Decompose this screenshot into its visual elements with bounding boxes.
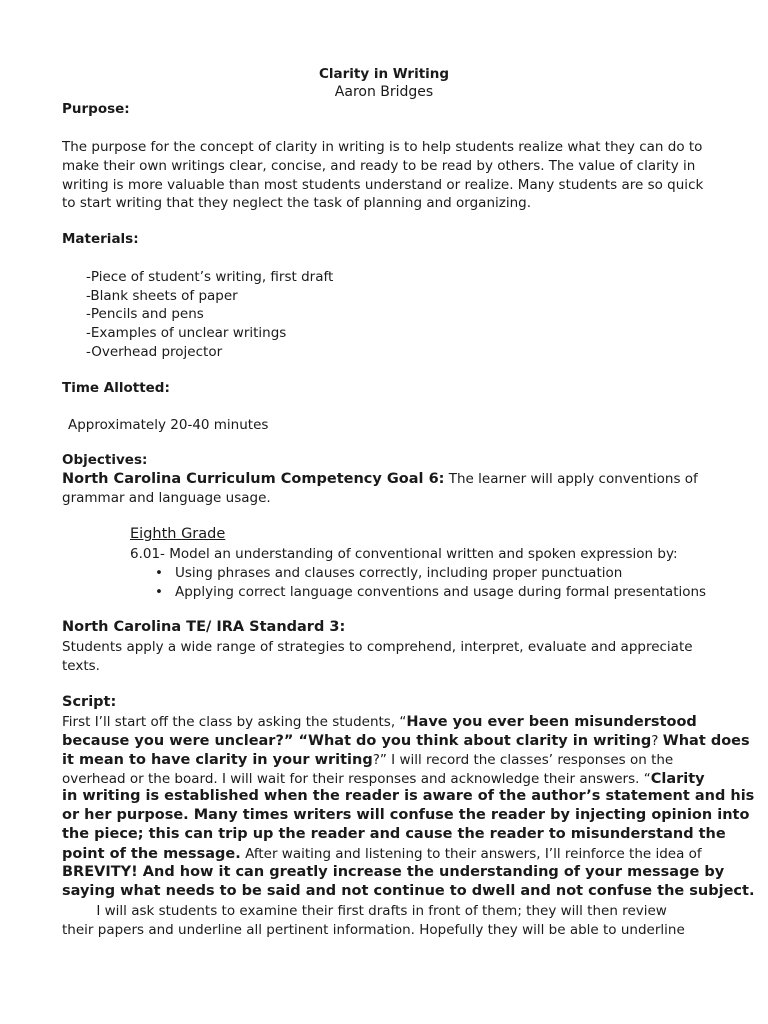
script-line: overhead or the board. I will wait for their responses and acknowledge their answers. “Clarity xyxy=(62,771,705,787)
te-ira-line: Students apply a wide range of strategies to comprehend, interpret, evaluate and appreciate xyxy=(62,639,693,655)
script-line: their papers and underline all pertinent information. Hopefully they will be able to underline xyxy=(62,922,685,938)
materials-item: -Piece of student’s writing, first draft xyxy=(86,269,334,285)
purpose-line: to start writing that they neglect the task of planning and organizing. xyxy=(62,195,532,211)
purpose-line: writing is more valuable than most students understand or realize. Many students are so quick xyxy=(62,177,704,193)
objective-bullet: • Using phrases and clauses correctly, including proper punctuation xyxy=(175,564,622,583)
script-line: saying what needs to be said and not continue to dwell and not confuse the subject. xyxy=(62,883,755,899)
purpose-line: make their own writings clear, concise, and ready to be read by others. The value of clarity in xyxy=(62,158,696,174)
script-line: point of the message. After waiting and listening to their answers, I’ll reinforce the idea of xyxy=(62,846,702,862)
goal-line-2: grammar and language usage. xyxy=(62,490,271,506)
materials-heading: Materials: xyxy=(62,231,139,247)
purpose-line: The purpose for the concept of clarity in writing is to help students realize what they can do to xyxy=(62,139,703,155)
te-ira-line: texts. xyxy=(62,658,100,674)
objectives-heading: Objectives: xyxy=(62,452,148,468)
script-line: I will ask students to examine their first drafts in front of them; they will then review xyxy=(62,903,667,919)
doc-author: Aaron Bridges xyxy=(334,84,434,100)
time-value: Approximately 20-40 minutes xyxy=(68,417,269,433)
script-line: in writing is established when the reader is aware of the author’s statement and his xyxy=(62,788,755,804)
script-line: the piece; this can trip up the reader and cause the reader to misunderstand the xyxy=(62,826,726,842)
goal-label: North Carolina Curriculum Competency Goal 6: xyxy=(62,471,445,487)
materials-item: -Overhead projector xyxy=(86,344,223,360)
doc-title: Clarity in Writing xyxy=(318,66,450,82)
goal-text: The learner will apply conventions of xyxy=(444,471,698,487)
time-heading: Time Allotted: xyxy=(62,380,170,396)
standard-601: 6.01- Model an understanding of conventional written and spoken expression by: xyxy=(130,546,678,562)
te-ira-heading: North Carolina TE/ IRA Standard 3: xyxy=(62,619,346,635)
script-heading: Script: xyxy=(62,694,117,710)
script-line: BREVITY! And how it can greatly increase the understanding of your message by xyxy=(62,864,725,880)
objective-bullet: • Applying correct language conventions and usage during formal presentations xyxy=(175,583,706,602)
materials-item: -Blank sheets of paper xyxy=(86,288,238,304)
materials-item: -Examples of unclear writings xyxy=(86,325,287,341)
purpose-heading: Purpose: xyxy=(62,101,130,117)
script-line: it mean to have clarity in your writing?” I will record the classes’ responses on the xyxy=(62,752,674,768)
materials-item: -Pencils and pens xyxy=(86,306,204,322)
script-line: because you were unclear?” “What do you think about clarity in writing? What does xyxy=(62,733,750,749)
goal-line xyxy=(62,470,698,489)
script-line: First I’ll start off the class by asking the students, “Have you ever been misunderstood xyxy=(62,714,697,730)
script-line: or her purpose. Many times writers will confuse the reader by injecting opinion into xyxy=(62,807,750,823)
grade-heading: Eighth Grade xyxy=(130,526,226,542)
